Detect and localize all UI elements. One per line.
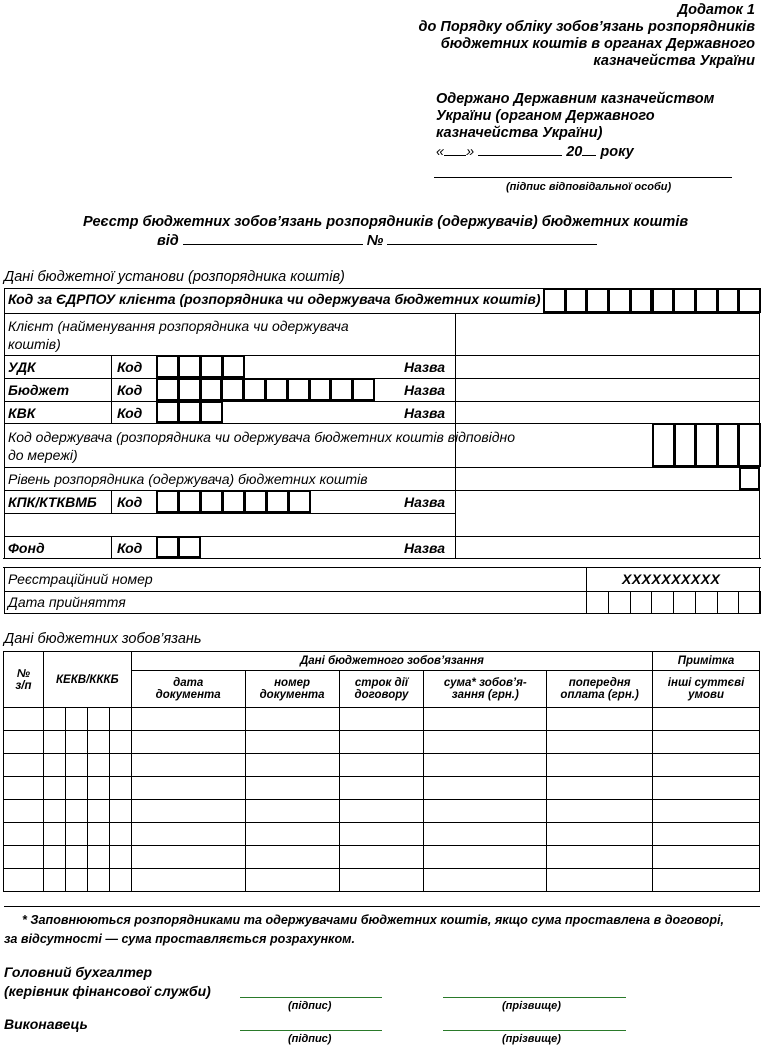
table-cell[interactable] [547, 708, 653, 731]
table-cell[interactable] [65, 800, 87, 823]
col-term-line-1: строк дії [354, 677, 409, 689]
edrpou-label: Код за ЄДРПОУ клієнта (розпорядника чи одержувача бюджетних коштів) [8, 291, 541, 307]
col-kekv-header: КЕКВ/КККБ [43, 652, 131, 708]
edrpou-code-cell[interactable] [673, 288, 696, 313]
budget-name-label: Назва [404, 382, 446, 398]
table-cell[interactable] [339, 731, 424, 754]
table-cell[interactable] [424, 708, 547, 731]
table-cell[interactable] [339, 754, 424, 777]
acceptance-date-label: Дата прийняття [8, 594, 126, 610]
acc-code-cell[interactable] [586, 591, 609, 614]
table-cell[interactable] [65, 846, 87, 869]
budget-code-cells[interactable] [156, 378, 374, 401]
acc-code-cell[interactable] [717, 591, 740, 614]
col-num-header [4, 652, 44, 708]
chief-signature-caption: (підпис) [288, 1000, 332, 1012]
table-cell[interactable] [65, 777, 87, 800]
udk-code-cell[interactable] [156, 355, 179, 378]
col-date-header [131, 671, 245, 708]
table-cell[interactable] [4, 754, 44, 777]
executor-signature-caption: (підпис) [288, 1033, 332, 1045]
col-docnum-line-1: номер [274, 677, 310, 689]
table-cell[interactable] [4, 823, 44, 846]
kvk-label: КВК [8, 405, 36, 421]
table-cell[interactable] [653, 708, 760, 731]
group-header: Дані бюджетного зобов’язання [131, 652, 652, 671]
budget-code-cell[interactable] [352, 378, 375, 401]
col-date-line-2: документа [155, 689, 221, 701]
chief-surname-line[interactable] [443, 997, 626, 998]
executor-surname-line[interactable] [443, 1030, 626, 1031]
acc-code-cell[interactable] [608, 591, 631, 614]
fund-name-label: Назва [404, 540, 446, 556]
edrpou-code-cell[interactable] [586, 288, 609, 313]
table-cell[interactable] [4, 800, 44, 823]
table-cell[interactable] [87, 846, 109, 869]
executor-surname-caption: (прізвище) [502, 1033, 561, 1045]
table-cell[interactable] [424, 869, 547, 892]
col-num-line-1: № [16, 667, 31, 680]
table-cell[interactable] [4, 777, 44, 800]
appendix-block [419, 2, 755, 70]
from-label: від [157, 233, 179, 249]
table-cell[interactable] [245, 869, 339, 892]
budget-code-cell[interactable] [330, 378, 353, 401]
number-label: № [366, 233, 384, 249]
budget-code-label: Код [117, 382, 143, 398]
table-cell[interactable] [653, 869, 760, 892]
date-quote-open: « [436, 144, 445, 160]
kpk-code-cell[interactable] [244, 490, 267, 513]
kvk-code-cells[interactable] [156, 401, 222, 423]
col-docnum-line-2: документа [259, 689, 325, 701]
table-row [4, 754, 760, 777]
fund-code-cells[interactable] [156, 536, 200, 558]
edrpou-code-cell[interactable] [608, 288, 631, 313]
table-cell[interactable] [424, 731, 547, 754]
udk-code-cell[interactable] [178, 355, 201, 378]
client-label-line-2: коштів) [8, 336, 61, 352]
approval-signature-caption: (підпис відповідальної особи) [506, 181, 672, 193]
acc-code-cell[interactable] [738, 591, 761, 614]
table-cell[interactable] [4, 869, 44, 892]
table-cell[interactable] [245, 708, 339, 731]
table-row [4, 731, 760, 754]
kpk-code-cells[interactable] [156, 490, 310, 513]
section2-heading: Дані бюджетних зобов’язань [4, 631, 202, 647]
chief-accountant-label [4, 963, 211, 1001]
udk-label: УДК [8, 359, 36, 375]
appendix-line-4: казначейства України [593, 53, 755, 69]
edrpou-code-cell[interactable] [738, 288, 761, 313]
appendix-line-1: Додаток 1 [677, 2, 755, 18]
kpk-name-field[interactable] [455, 491, 760, 535]
table-cell[interactable] [109, 777, 131, 800]
budget-code-cell[interactable] [243, 378, 266, 401]
reg-number-label: Реєстраційний номер [8, 571, 153, 587]
acceptance-date-cells[interactable] [586, 591, 760, 614]
recipient-code-label [8, 428, 515, 464]
table-cell[interactable] [424, 846, 547, 869]
table-cell[interactable] [653, 731, 760, 754]
table-cell[interactable] [547, 731, 653, 754]
table-cell[interactable] [87, 754, 109, 777]
table-cell[interactable] [109, 754, 131, 777]
table-cell[interactable] [109, 869, 131, 892]
date-quote-close: » [466, 144, 475, 160]
kpk-code-label: Код [117, 494, 143, 510]
recipient-code-line-1: Код одержувача (розпорядника чи одержувача бюджетних коштів відповідно [8, 429, 516, 445]
table-cell[interactable] [339, 800, 424, 823]
kpk-code-cell[interactable] [266, 490, 289, 513]
table-cell[interactable] [424, 754, 547, 777]
kvk-name-label: Назва [404, 405, 446, 421]
budget-code-cell[interactable] [221, 378, 244, 401]
recip-code-cell[interactable] [738, 423, 761, 467]
table-cell[interactable] [109, 800, 131, 823]
col-other-line-1: інші суттєві [667, 677, 745, 689]
table-cell[interactable] [131, 869, 245, 892]
acc-code-cell[interactable] [630, 591, 653, 614]
budget-code-cell[interactable] [265, 378, 288, 401]
kpk-code-cell[interactable] [156, 490, 179, 513]
udk-code-label: Код [117, 359, 143, 375]
register-subtitle [157, 233, 597, 249]
kvk-code-label: Код [117, 405, 143, 421]
register-number-field[interactable] [387, 244, 597, 245]
table-cell[interactable] [653, 777, 760, 800]
budget-code-cell[interactable] [309, 378, 332, 401]
table-row [4, 800, 760, 823]
table-cell[interactable] [245, 754, 339, 777]
table-cell[interactable] [245, 823, 339, 846]
table-cell[interactable] [245, 731, 339, 754]
table-cell[interactable] [339, 708, 424, 731]
section1-heading: Дані бюджетної установи (розпорядника коштів) [4, 269, 345, 285]
table-cell[interactable] [87, 869, 109, 892]
edrpou-code-cell[interactable] [652, 288, 675, 313]
obligations-table [3, 651, 760, 892]
edrpou-code-cells[interactable] [543, 288, 760, 313]
approval-block [436, 91, 714, 161]
date-day-field[interactable] [444, 155, 466, 156]
register-date-field[interactable] [183, 244, 363, 245]
col-other-line-2: умови [688, 689, 724, 701]
table-cell[interactable] [547, 777, 653, 800]
col-sum-line-2: зання (грн.) [451, 689, 519, 701]
appendix-line-2: до Порядку обліку зобов’язань розпорядників [418, 19, 755, 35]
institution-table [4, 288, 760, 614]
table-cell[interactable] [547, 754, 653, 777]
approval-line-2: України (органом Державного [436, 108, 655, 124]
client-label [8, 317, 349, 353]
col-term-header [339, 671, 424, 708]
table-cell[interactable] [43, 777, 65, 800]
edrpou-code-cell[interactable] [543, 288, 566, 313]
date-year-field[interactable] [582, 155, 596, 156]
col-term-line-2: договору [354, 689, 409, 701]
level-code-cell[interactable] [739, 467, 760, 490]
table-cell[interactable] [43, 823, 65, 846]
table-cell[interactable] [65, 708, 87, 731]
fund-code-label: Код [117, 540, 143, 556]
kpk-label: КПК/КТКВМБ [8, 494, 97, 510]
footnote-line-1: * Заповнюються розпорядниками та одержувачами бюджетних коштів, якщо сума проставлена в договорі, [22, 913, 725, 927]
executor-label: Виконавець [4, 1016, 88, 1032]
chief-line-1: Головний бухгалтер [4, 964, 153, 980]
kpk-code-cell[interactable] [178, 490, 201, 513]
edrpou-code-cell[interactable] [695, 288, 718, 313]
table-cell[interactable] [339, 846, 424, 869]
recip-code-cell[interactable] [674, 423, 697, 467]
chief-signature-line[interactable] [240, 997, 382, 998]
client-name-field[interactable] [455, 314, 760, 355]
table-cell[interactable] [109, 731, 131, 754]
register-title: Реєстр бюджетних зобов’язань розпорядників (одержувачів) бюджетних коштів [83, 214, 689, 230]
table-cell[interactable] [43, 800, 65, 823]
table-cell[interactable] [87, 800, 109, 823]
table-cell[interactable] [87, 708, 109, 731]
note-header: Примітка [653, 652, 760, 671]
table-cell[interactable] [131, 731, 245, 754]
executor-signature-line[interactable] [240, 1030, 382, 1031]
fund-name-field[interactable] [455, 537, 760, 558]
footnote [4, 911, 760, 949]
acc-code-cell[interactable] [673, 591, 696, 614]
budget-label: Бюджет [8, 382, 70, 398]
acc-code-cell[interactable] [651, 591, 674, 614]
table-cell[interactable] [131, 754, 245, 777]
col-prepay-line-1: попередня [568, 677, 631, 689]
kvk-code-cell[interactable] [178, 401, 201, 423]
acc-code-cell[interactable] [695, 591, 718, 614]
col-docnum-header [245, 671, 339, 708]
table-row [4, 708, 760, 731]
kpk-code-cell[interactable] [200, 490, 223, 513]
table-cell[interactable] [109, 708, 131, 731]
fund-code-cell[interactable] [156, 536, 179, 558]
kvk-code-cell[interactable] [156, 401, 179, 423]
chief-surname-caption: (прізвище) [502, 1000, 561, 1012]
table-cell[interactable] [109, 823, 131, 846]
table-cell[interactable] [65, 869, 87, 892]
table-row [4, 777, 760, 800]
footnote-line-2: за відсутності — сума проставляється розрахунком. [4, 932, 355, 946]
table-cell[interactable] [43, 708, 65, 731]
recip-code-cell[interactable] [695, 423, 718, 467]
kpk-code-cell[interactable] [222, 490, 245, 513]
table-cell[interactable] [424, 777, 547, 800]
table-cell[interactable] [653, 823, 760, 846]
table-cell[interactable] [87, 823, 109, 846]
recipient-code-cells[interactable] [652, 423, 760, 467]
client-label-line-1: Клієнт (найменування розпорядника чи одержувача [8, 318, 349, 334]
table-cell[interactable] [547, 800, 653, 823]
budget-code-cell[interactable] [200, 378, 223, 401]
edrpou-code-cell[interactable] [565, 288, 588, 313]
table-cell[interactable] [547, 846, 653, 869]
table-cell[interactable] [653, 846, 760, 869]
approval-signature-line[interactable] [434, 177, 732, 178]
table-cell[interactable] [339, 777, 424, 800]
table-cell[interactable] [131, 823, 245, 846]
col-prepay-line-2: оплата (грн.) [560, 689, 639, 701]
budget-code-cell[interactable] [156, 378, 179, 401]
recip-code-cell[interactable] [717, 423, 740, 467]
table-cell[interactable] [43, 846, 65, 869]
udk-code-cell[interactable] [222, 355, 245, 378]
date-month-field[interactable] [478, 155, 562, 156]
table-cell[interactable] [65, 731, 87, 754]
udk-name-label: Назва [404, 359, 446, 375]
table-row [4, 823, 760, 846]
reg-number-value: XXXXXXXXXX [622, 571, 721, 587]
table-cell[interactable] [43, 754, 65, 777]
budget-code-cell[interactable] [287, 378, 310, 401]
table-cell[interactable] [109, 846, 131, 869]
table-cell[interactable] [131, 846, 245, 869]
date-year-prefix: 20 [566, 144, 583, 160]
edrpou-code-cell[interactable] [717, 288, 740, 313]
budget-code-cell[interactable] [178, 378, 201, 401]
col-sum-line-1: сума* зобов’я- [443, 677, 527, 689]
recip-code-cell[interactable] [652, 423, 675, 467]
table-cell[interactable] [87, 777, 109, 800]
approval-line-1: Одержано Державним казначейством [436, 91, 715, 107]
table-cell[interactable] [131, 777, 245, 800]
table-cell[interactable] [4, 846, 44, 869]
table-cell[interactable] [424, 823, 547, 846]
table-cell[interactable] [245, 777, 339, 800]
col-prepay-header [547, 671, 653, 708]
table-cell[interactable] [4, 708, 44, 731]
col-other-header [653, 671, 760, 708]
edrpou-code-cell[interactable] [630, 288, 653, 313]
recipient-code-line-2: до мережі) [8, 447, 78, 463]
table-cell[interactable] [245, 800, 339, 823]
table-cell[interactable] [424, 800, 547, 823]
table-cell[interactable] [339, 823, 424, 846]
appendix-line-3: бюджетних коштів в органах Державного [440, 36, 755, 52]
table-row [4, 846, 760, 869]
udk-code-cell[interactable] [200, 355, 223, 378]
level-label: Рівень розпорядника (одержувача) бюджетних коштів [8, 471, 368, 487]
table-cell[interactable] [65, 823, 87, 846]
chief-line-2: (керівник фінансової служби) [4, 983, 211, 999]
table-cell[interactable] [43, 731, 65, 754]
fund-code-cell[interactable] [178, 536, 201, 558]
table-cell[interactable] [65, 754, 87, 777]
table-cell[interactable] [4, 731, 44, 754]
col-sum-header [424, 671, 547, 708]
table-cell[interactable] [547, 869, 653, 892]
table-cell[interactable] [339, 869, 424, 892]
table-cell[interactable] [87, 731, 109, 754]
table-cell[interactable] [653, 754, 760, 777]
approval-date [436, 144, 714, 161]
approval-line-3: казначейства України) [436, 125, 603, 141]
kpk-name-label: Назва [404, 494, 446, 510]
kvk-code-cell[interactable] [200, 401, 223, 423]
table-cell[interactable] [245, 846, 339, 869]
date-suffix: року [600, 144, 634, 160]
table-cell[interactable] [131, 708, 245, 731]
col-date-line-1: дата [173, 677, 204, 689]
table-cell[interactable] [653, 800, 760, 823]
table-cell[interactable] [131, 800, 245, 823]
fund-label: Фонд [8, 540, 45, 556]
kpk-code-cell[interactable] [288, 490, 311, 513]
table-cell[interactable] [43, 869, 65, 892]
table-cell[interactable] [547, 823, 653, 846]
udk-code-cells[interactable] [156, 355, 244, 378]
table-row [4, 869, 760, 892]
col-num-line-2: з/п [15, 679, 32, 692]
